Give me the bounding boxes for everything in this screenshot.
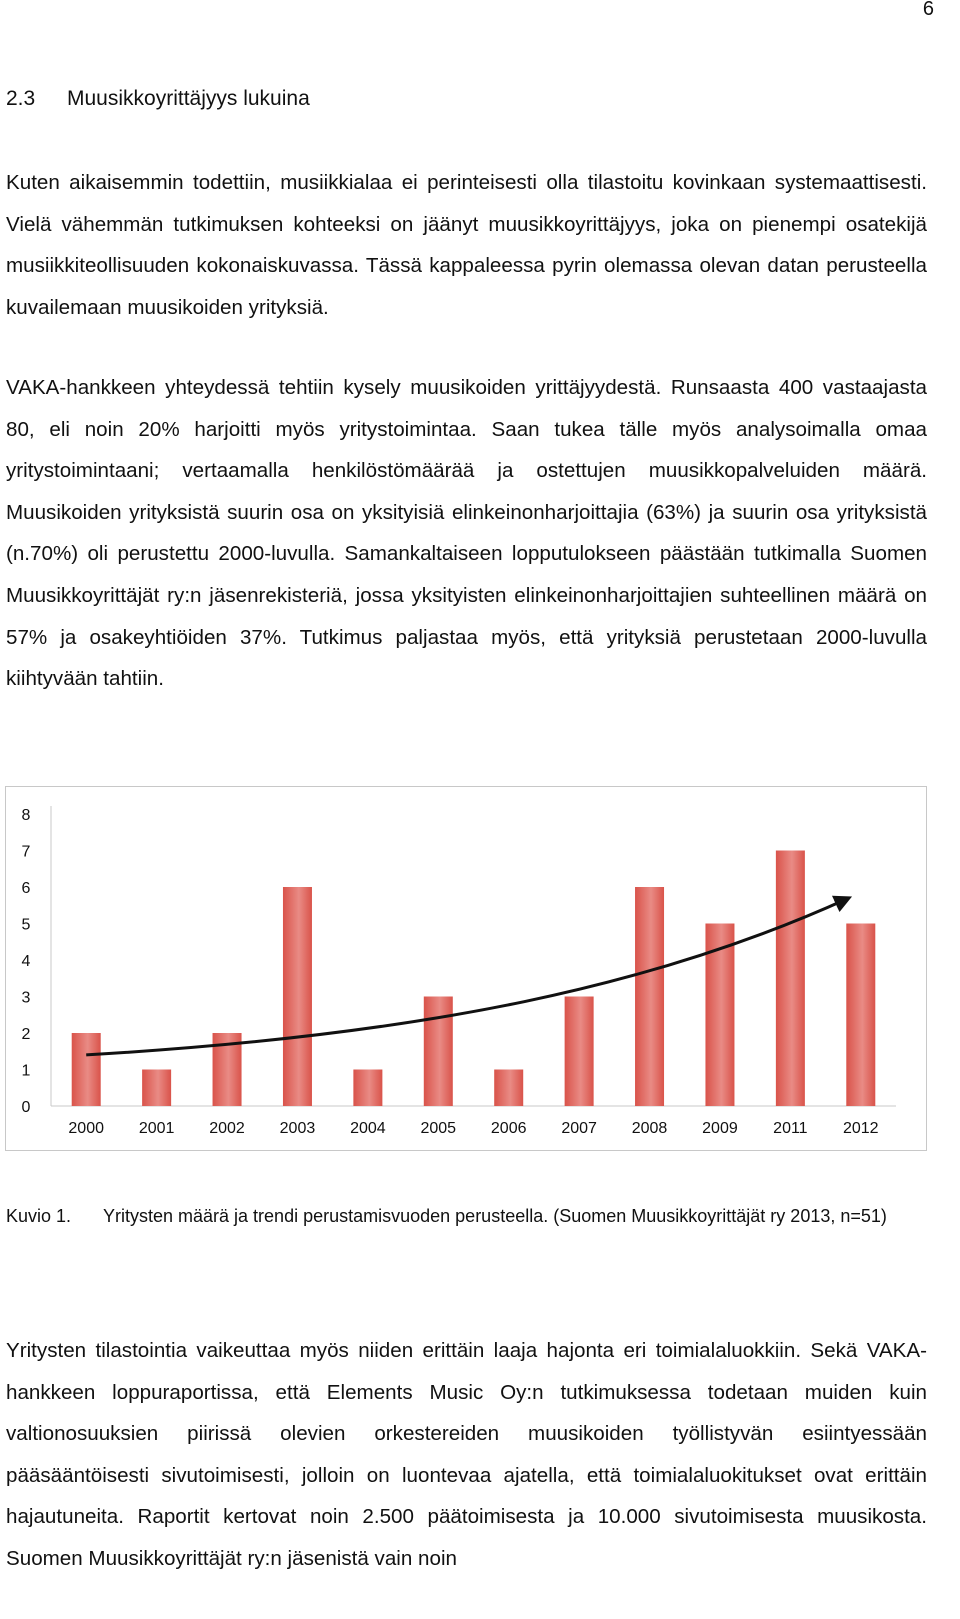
paragraph-survey: VAKA-hankkeen yhteydessä tehtiin kysely muusikoiden yrittäjyydestä. Runsaasta 400 vastaajasta 80, eli noin 20% harjoitti myös yritystoimintaa. Saan tukea tälle myös analysoimalla omaa yritystoimintaani; vertaamalla henkilöstömäärää ja ostettujen muusikkopalveluiden määrä. Muusikoiden yrityksistä suurin osa on yksityisiä elinkeinonharjoittajia (63%) ja suurin osa yrityksistä (n.70%) oli perustettu 2000-luvulla. Samankaltaiseen lopputulokseen päästään tutkimalla Suomen Muusikkoyrittäjät ry:n jäsenrekisteriä, jossa yksityisten elinkeinonharjoittajien suhteellinen määrä on 57% ja osakeyhtiöiden 37%. Tutkimus paljastaa myös, että yrityksiä perustetaan 2000-luvulla kiihtyvään tahtiin. (6, 376, 927, 691)
x-tick-label: 2004 (350, 1120, 386, 1137)
x-tick-label: 2008 (631, 1120, 668, 1137)
bar (846, 924, 875, 1107)
y-tick-label: 3 (21, 989, 31, 1007)
x-tick-label: 2009 (702, 1120, 738, 1137)
chart-frame (5, 786, 927, 1151)
caption-text: Yritysten määrä ja trendi perustamisvuoden perusteella. (Suomen Muusikkoyrittäjät ry 2013, n=51) (103, 1206, 887, 1226)
bar (494, 1070, 523, 1107)
x-tick-label: 2006 (490, 1120, 527, 1137)
x-tick-label: 2003 (279, 1120, 316, 1137)
y-tick-label: 4 (21, 953, 31, 970)
paragraph-intro: Kuten aikaisemmin todettiin, musiikkialaa ei perinteisesti olla tilastoitu kovinkaan systemaattisesti. Vielä vähemmän tutkimuksen kohteeksi on jäänyt muusikkoyrittäjyys, joka on pienempi osatekijä musiikkiteollisuuden kokonaiskuvassa. Tässä kappaleessa pyrin olemassa olevan datan perusteella kuvailemaan muusikoiden yrityksiä. (6, 171, 927, 319)
x-tick-label: 2007 (561, 1120, 597, 1137)
paragraph-statistics: Yritysten tilastointia vaikeuttaa myös niiden erittäin laaja hajonta eri toimialaluokkiin. Sekä VAKA-hankkeen loppuraportissa, että Elements Music Oy:n tutkimuksessa todetaan muiden kuin valtionosuuksien piirissä olevien orkestereiden muusikoiden työllistyvän esiintyessään pääsääntöisesti sivutoimisesti, jolloin on luontevaa ajatella, että toimialaluokitukset ovat erittäin hajautuneita. Raportit kertovat noin 2.500 päätoimisesta ja 10.000 sivutoimisesta muusikosta. Suomen Muusikkoyrittäjät ry:n jäsenistä vain noin (6, 1339, 927, 1570)
bar (424, 997, 453, 1107)
bar (283, 887, 312, 1106)
x-tick-label: 2002 (209, 1120, 245, 1137)
section-title: Muusikkoyrittäjyys lukuina (67, 87, 310, 110)
y-tick-label: 2 (21, 1026, 31, 1043)
x-tick-label: 2012 (842, 1120, 879, 1137)
caption-label: Kuvio 1. (6, 1206, 72, 1226)
bar (565, 997, 594, 1107)
x-tick-label: 2005 (420, 1120, 457, 1137)
y-tick-label: 6 (21, 880, 31, 897)
bar (142, 1070, 171, 1107)
y-tick-label: 0 (21, 1099, 31, 1116)
y-tick-label: 7 (21, 843, 31, 861)
bar (353, 1070, 382, 1107)
section-number: 2.3 (6, 87, 36, 110)
y-tick-label: 8 (21, 807, 31, 824)
bar (776, 851, 805, 1107)
bar (635, 887, 664, 1106)
page-number: 6 (922, 0, 934, 20)
bar (72, 1033, 101, 1106)
y-tick-label: 1 (21, 1062, 31, 1080)
bar-chart (6, 787, 926, 1150)
y-tick-label: 5 (21, 916, 31, 934)
x-tick-label: 2001 (138, 1120, 175, 1137)
x-tick-label: 2011 (773, 1120, 808, 1137)
x-tick-label: 2000 (68, 1120, 105, 1137)
section-heading (6, 87, 310, 111)
